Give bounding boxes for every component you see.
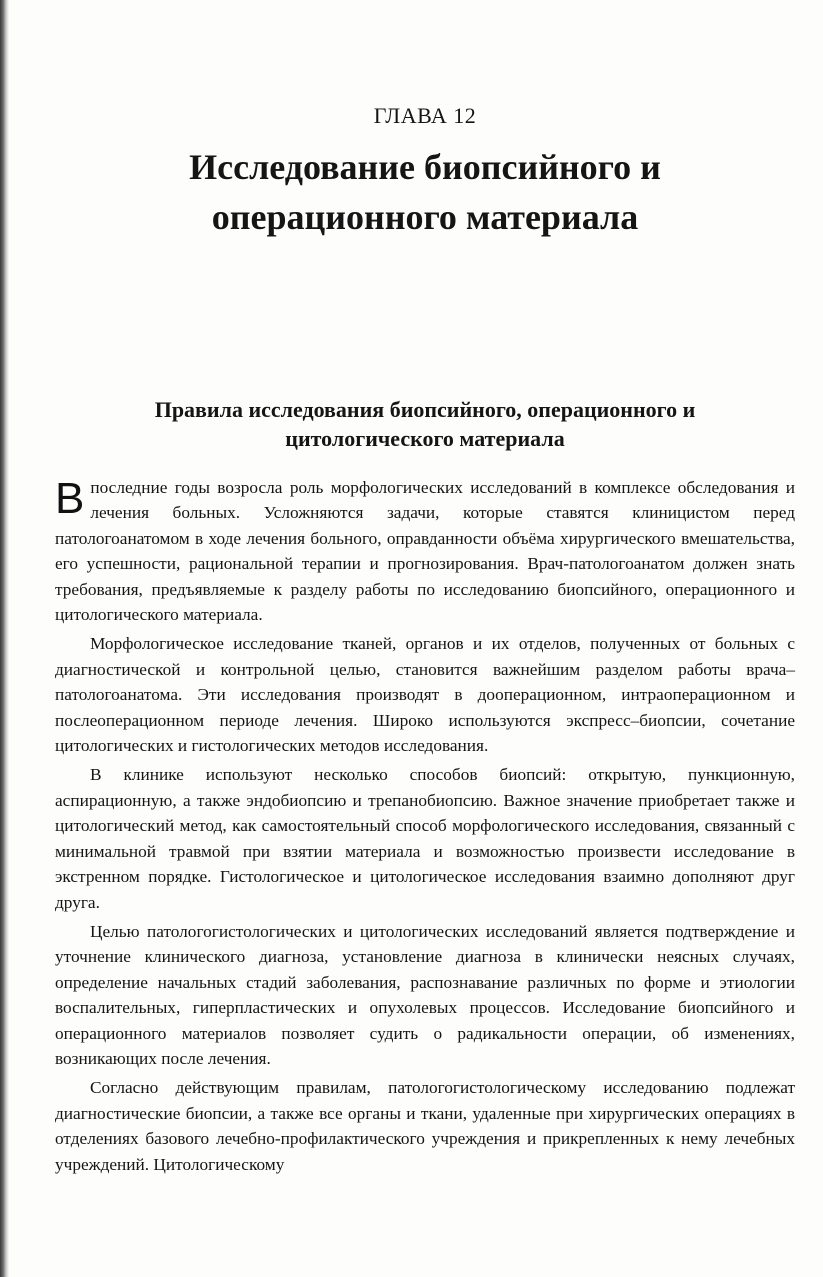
paragraph-1-text: последние годы возросла роль морфологических исследований в комплексе обследования и лечения больных. Усложняются задачи, которые ставятся клиницистом перед патологоанатомом в ходе лечения больного, оправданности объёма хирургического вмешательства, его успешности, рациональной терапии и прогнозирования. Врач-патологоанатом должен знать требования, предъявляемые к разделу работы по исследованию биопсийного, операционного и цитологического материала.	[55, 478, 795, 625]
chapter-title-line-1: Исследование биопсийного и	[189, 147, 661, 187]
section-title-line-1: Правила исследования биопсийного, операционного и	[154, 397, 696, 422]
paragraph-5: Согласно действующим правилам, патологогистологическому исследованию подлежат диагностические биопсии, а также все органы и ткани, удаленные при хирургических операциях в отделениях базового лечебно-профилактического учреждения и прикрепленных к нему лечебных учреждений. Цитологическому	[55, 1078, 795, 1174]
paragraph-2: Морфологическое исследование тканей, органов и их отделов, полученных от больных с диагностической и контрольной целью, становится важнейшим разделом работы врача–патологоанатома. Эти исследования производят в дооперационном, интраоперационном и послеоперационном периоде лечения. Широко используются экспресс–биопсии, сочетание цитологических и гистологических методов исследования.	[55, 634, 795, 756]
paragraph-4: Целью патологогистологических и цитологических исследований является подтверждение и уточнение клинического диагноза, установление диагноза в клинически неясных случаях, определение начальных стадий заболевания, распознавание различных по форме и этиологии воспалительных, гиперпластических и опухолевых процессов. Исследование биопсийного и операционного материалов позволяет судить о радикальности операции, об изменениях, возникающих после лечения.	[55, 921, 795, 1068]
drop-cap: В	[55, 474, 85, 523]
chapter-title	[55, 142, 795, 242]
book-page	[55, 0, 795, 1277]
chapter-title-line-2: операционного материала	[211, 197, 639, 237]
body-text	[55, 475, 795, 1181]
scan-binding-edge	[0, 0, 9, 1277]
paragraph-3: В клинике используют несколько способов биопсий: открытую, пункционную, аспирационную, а также эндобиопсию и трепанобиопсию. Важное значение приобретает также и цитологический метод, как самостоятельный способ морфологического исследования, связанный с минимальной травмой при взятии материала и возможностью произвести исследование в экстренном порядке. Гистологическое и цитологическое исследования взаимно дополняют друг друга.	[55, 765, 795, 912]
section-title	[55, 395, 795, 453]
chapter-label: ГЛАВА 12	[373, 103, 477, 128]
section-title-line-2: цитологического материала	[285, 426, 565, 451]
paragraph-1	[55, 475, 795, 627]
